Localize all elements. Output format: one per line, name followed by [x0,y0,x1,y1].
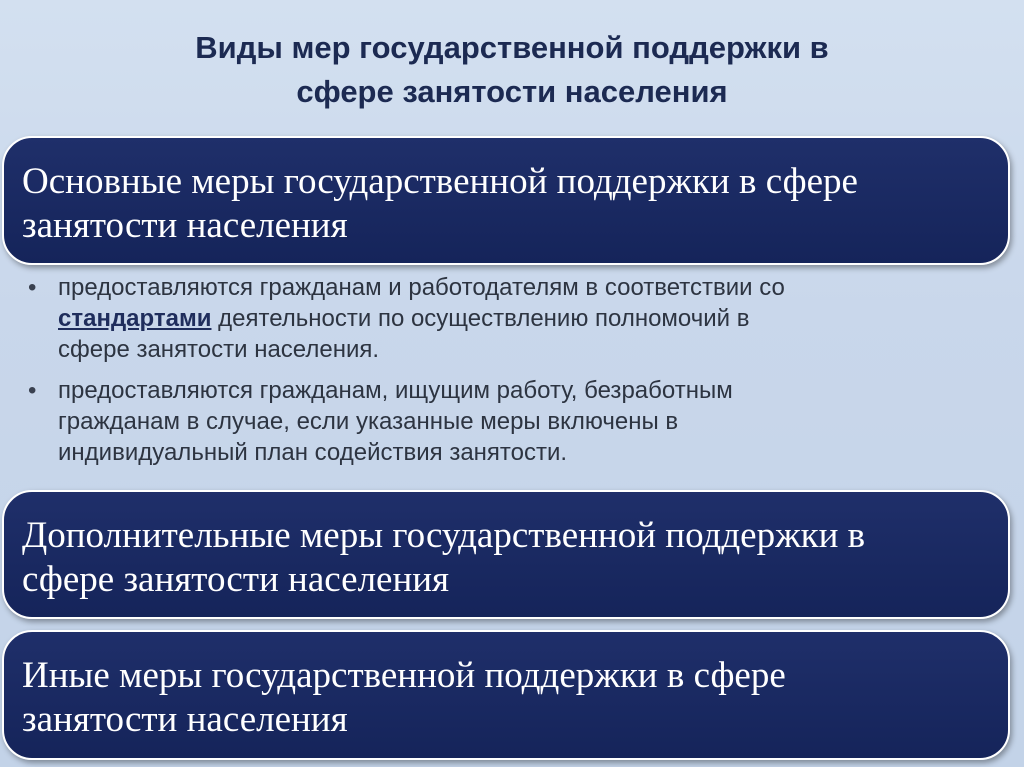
additional-measures-line-1: Дополнительные меры государственной поддержки в [22,515,866,556]
bullet-1-line-1: предоставляются гражданам и работодателям в соответствии со [58,274,785,301]
bullet-marker: • [28,377,37,404]
standards-link[interactable]: стандартами [58,305,212,332]
slide-title-line-2: сфере занятости населения [296,74,728,109]
bullet-2-line-1: предоставляются гражданам, ищущим работу, безработным [58,377,733,404]
additional-measures-line-2: сфере занятости населения [22,559,450,600]
bullet-2-line-3: индивидуальный план содействия занятости. [58,439,568,466]
basic-measures-box [2,136,1010,265]
bullet-marker: • [28,274,37,301]
basic-measures-line-2: занятости населения [22,205,348,246]
other-measures-line-2: занятости населения [22,699,348,740]
bullet-1-line-2-rest: деятельности по осуществлению полномочий в [211,305,750,332]
bullet-2-line-2: гражданам в случае, если указанные меры включены в [58,408,679,435]
other-measures-box [2,630,1010,760]
bullet-item [28,375,988,468]
slide-title-line-1: Виды мер государственной поддержки в [195,30,829,65]
bullet-item [28,272,988,365]
bullet-1-line-3: сфере занятости населения. [58,336,380,363]
slide-title [60,26,964,114]
other-measures-line-1: Иные меры государственной поддержки в сфере [22,655,786,696]
basic-measures-line-1: Основные меры государственной поддержки в сфере [22,161,858,202]
bullet-1-line-2 [58,303,988,334]
basic-measures-details [28,272,988,478]
additional-measures-box [2,490,1010,619]
